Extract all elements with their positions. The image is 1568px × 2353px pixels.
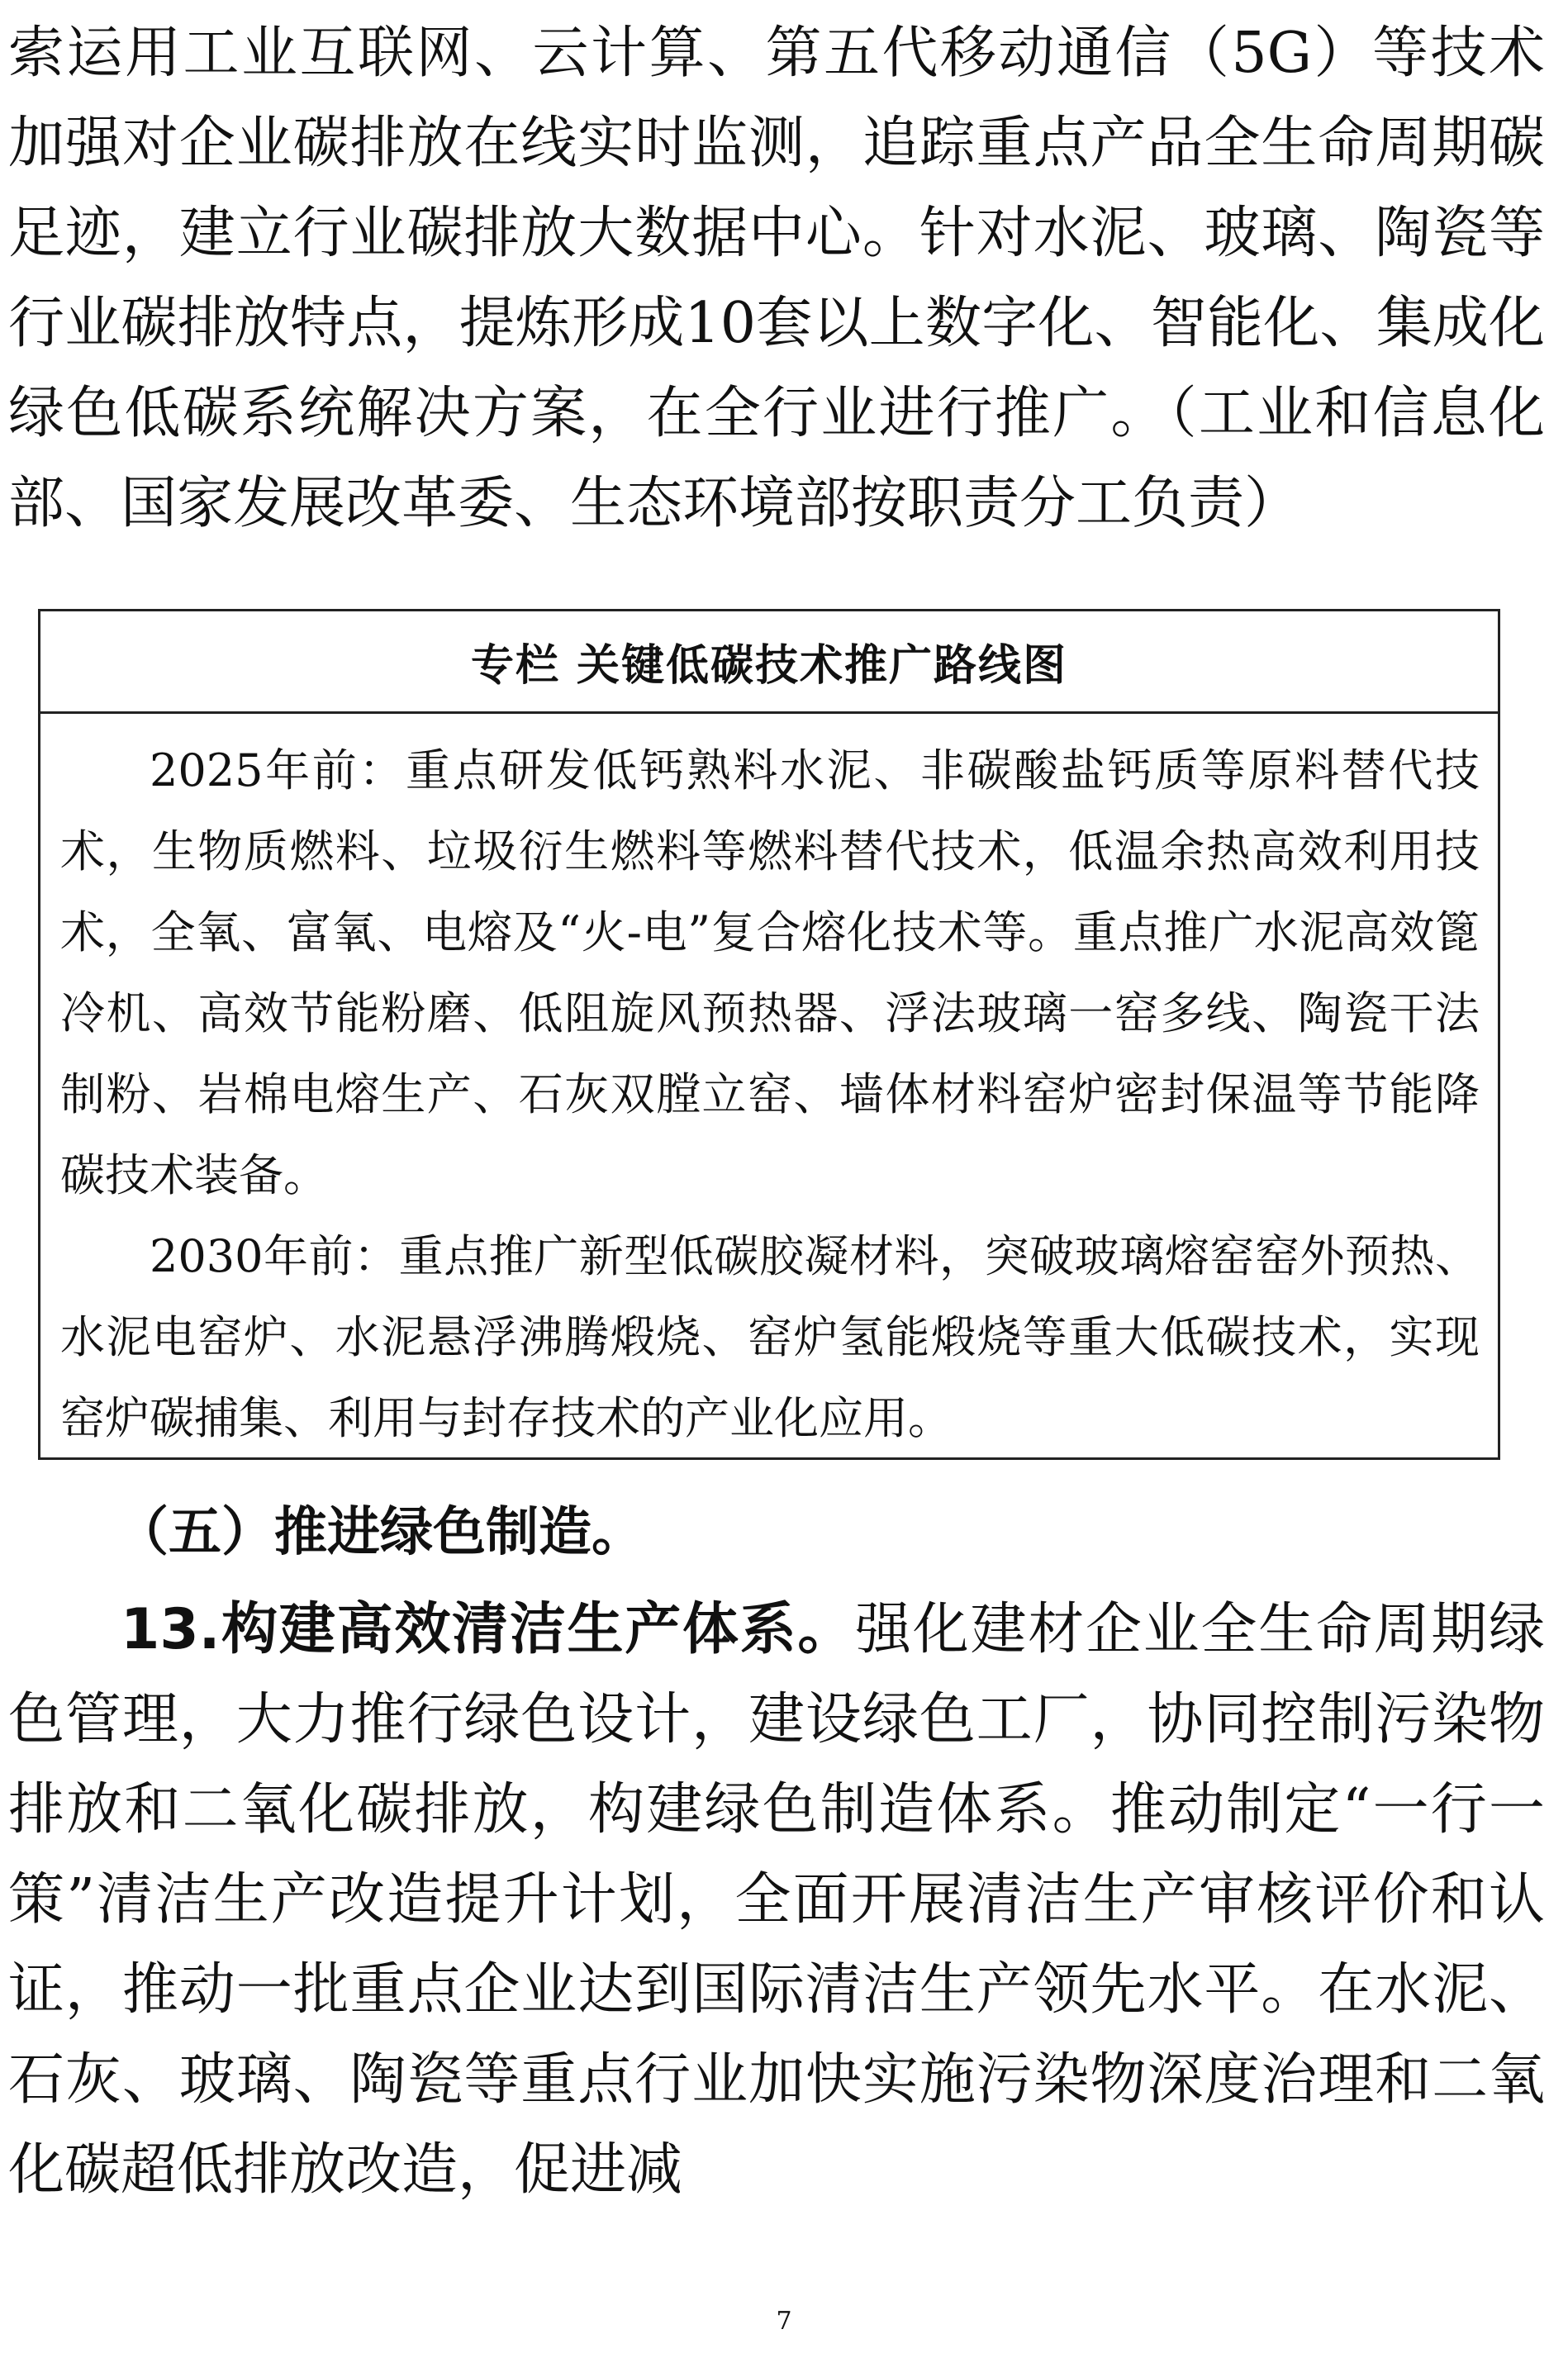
feature-box-title: 专栏 关键低碳技术推广路线图 [40,611,1498,714]
section-heading: （五）推进绿色制造。 [116,1502,644,1563]
page-number: 7 [776,2307,792,2336]
feature-box [38,609,1500,1460]
intro-paragraph: 索运用工业互联网、云计算、第五代移动通信（5G）等技术加强对企业碳排放在线实时监测，追踪重点产品全生命周期碳足迹，建立行业碳排放大数据中心。针对水泥、玻璃、陶瓷等行业碳排放特点，提炼形成10套以上数字化、智能化、集成化绿色低碳系统解决方案，在全行业进行推广。（工业和信息化部、国家发展改革委、生态环境部按职责分工负责） [8,21,1545,536]
item-13-text: 强化建材企业全生命周期绿色管理，大力推行绿色设计，建设绿色工厂，协同控制污染物排放和二氧化碳排放，构建绿色制造体系。推动制定“一行一策”清洁生产改造提升计划，全面开展清洁生产审核评价和认证，推动一批重点企业达到国际清洁生产领先水平。在水泥、石灰、玻璃、陶瓷等重点行业加快实施污染物深度治理和二氧化碳超低排放改造，促进减 [8,1597,1545,2203]
feature-box-paragraph-2025: 2025年前：重点研发低钙熟料水泥、非碳酸盐钙质等原料替代技术，生物质燃料、垃圾衍生燃料等燃料替代技术，低温余热高效利用技术，全氧、富氧、电熔及“火-电”复合熔化技术等。重点推广水泥高效篦冷机、高效节能粉磨、低阻旋风预热器、浮法玻璃一窑多线、陶瓷干法制粉、岩棉电熔生产、石灰双膛立窑、墙体材料窑炉密封保温等节能降碳技术装备。 [60,744,1480,1201]
feature-box-paragraph-2030: 2030年前：重点推广新型低碳胶凝材料，突破玻璃熔窑窑外预热、水泥电窑炉、水泥悬浮沸腾煅烧、窑炉氢能煅烧等重大低碳技术，实现窑炉碳捕集、利用与封存技术的产业化应用。 [60,1230,1480,1444]
feature-box-body [40,714,1498,1459]
item-13-lead: 13.构建高效清洁生产体系。 [121,1597,856,1662]
item-13-paragraph [8,1585,1545,2215]
